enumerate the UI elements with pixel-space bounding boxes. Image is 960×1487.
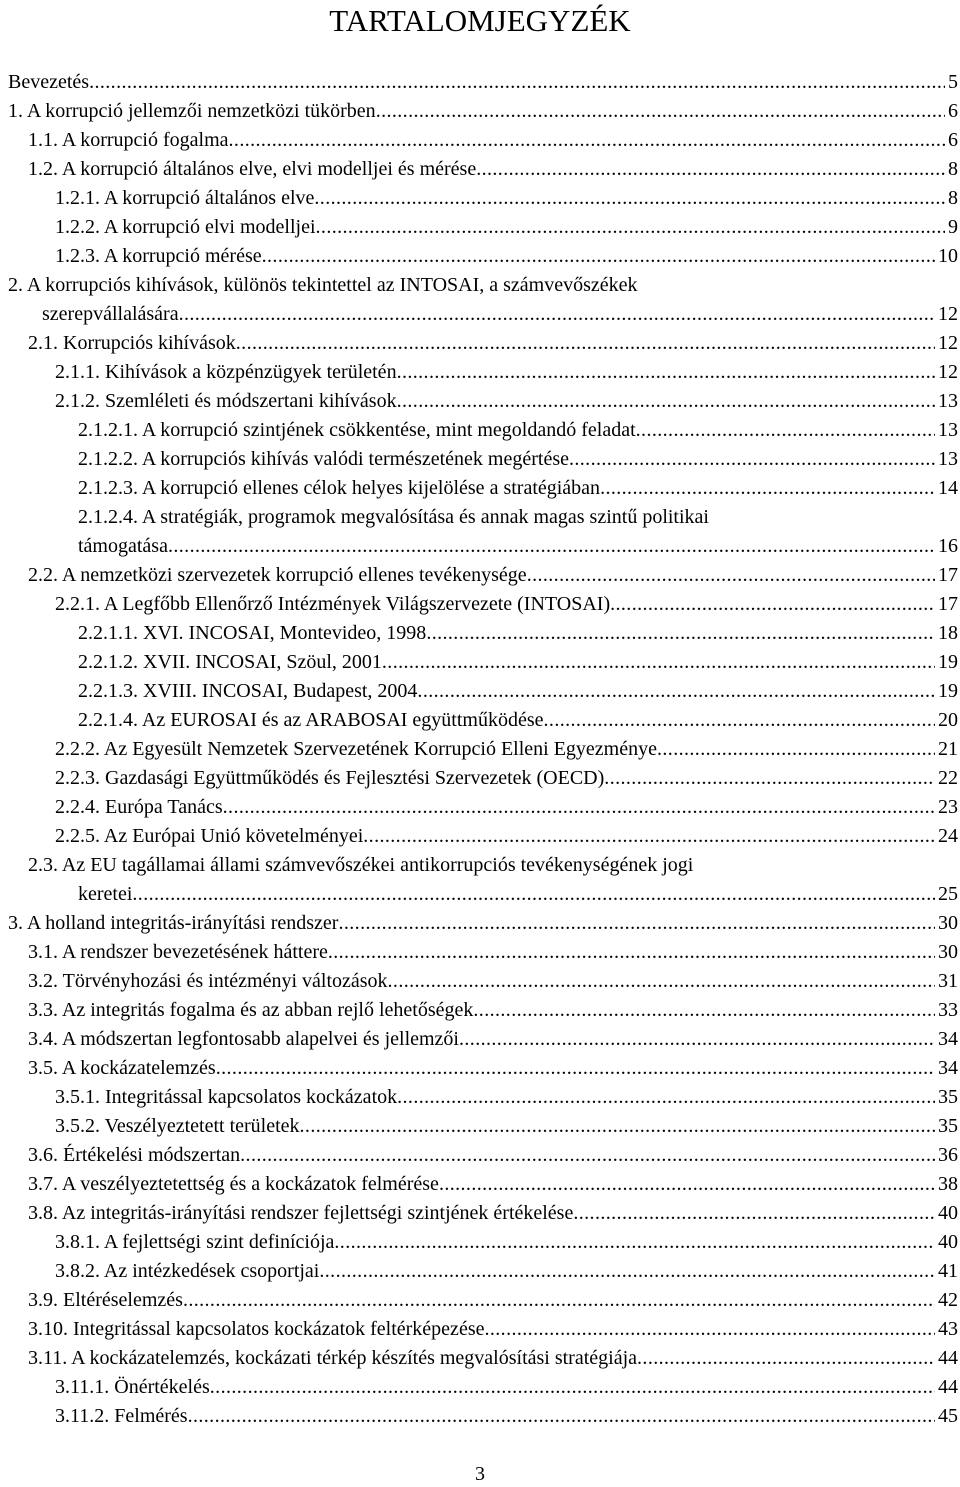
toc-entry-line[interactable] (28, 1025, 958, 1054)
toc-entry-label: 3.2. Törvényhozási és intézményi változások (28, 970, 388, 992)
toc-entry[interactable] (0, 1257, 960, 1286)
toc-entry[interactable] (0, 358, 960, 387)
toc-entry-page: 16 (938, 535, 958, 557)
dot-leader (573, 1199, 935, 1228)
toc-entry-label: 2.2.1. A Legfőbb Ellenőrző Intézmények Világszervezete (INTOSAI) (55, 593, 611, 615)
toc-entry-line[interactable] (78, 648, 958, 677)
toc-entry-label: Bevezetés (8, 71, 90, 93)
toc-entry[interactable] (0, 590, 960, 619)
dot-leader (476, 155, 945, 184)
toc-entry-page: 40 (938, 1202, 958, 1224)
toc-entry-label: 3.8.1. A fejlettségi szint definíciója (55, 1231, 335, 1253)
dot-leader (610, 590, 935, 619)
toc-entry-label-continuation: keretei (78, 883, 133, 905)
dot-leader (300, 1112, 935, 1141)
toc-entry-label-continuation: szerepvállalására (42, 303, 179, 325)
toc-entry-line[interactable] (55, 1402, 958, 1431)
toc-entry-line[interactable] (78, 503, 958, 532)
toc-entry-line[interactable] (55, 735, 958, 764)
toc-entry-label: 3.6. Értékelési módszertan (28, 1144, 241, 1166)
toc-entry[interactable] (0, 561, 960, 590)
dot-leader (328, 938, 935, 967)
toc-entry-line[interactable] (55, 387, 958, 416)
toc-entry-line[interactable] (28, 1344, 958, 1373)
toc-entry-line[interactable] (28, 561, 958, 590)
toc-entry[interactable] (0, 1344, 960, 1373)
dot-leader (363, 822, 935, 851)
toc-entry[interactable] (0, 1286, 960, 1315)
toc-entry-label: 1. A korrupció jellemzői nemzetközi tükörben (8, 100, 376, 122)
dot-leader (569, 445, 935, 474)
toc-entry-label: 2.1. Korrupciós kihívások (28, 332, 236, 354)
toc-entry-page: 35 (938, 1115, 958, 1137)
toc-entry-page: 33 (938, 999, 958, 1021)
toc-entry[interactable] (0, 184, 960, 213)
toc-entry-page: 43 (938, 1318, 958, 1340)
toc-entry-label: 3.10. Integritással kapcsolatos kockázatok feltérképezése (28, 1318, 485, 1340)
toc-entry-line[interactable] (28, 1286, 958, 1315)
toc-entry-label: 3.11. A kockázatelemzés, kockázati térkép készítés megvalósítási stratégiája (28, 1347, 638, 1369)
toc-entry-continuation[interactable] (0, 880, 960, 909)
toc-entry[interactable] (0, 1199, 960, 1228)
toc-entry-page: 6 (948, 129, 958, 151)
toc-entry-label: 3. A holland integritás-irányítási rendszer (8, 912, 339, 934)
dot-leader (188, 1402, 935, 1431)
toc-entry-label: 2.2.3. Gazdasági Együttműködés és Fejlesztési Szervezetek (OECD) (55, 767, 605, 789)
toc-entry-page: 31 (938, 970, 958, 992)
toc-entry[interactable] (0, 387, 960, 416)
toc-entry-continuation[interactable] (0, 532, 960, 561)
dot-leader (168, 532, 935, 561)
toc-entry-label: 1.2.1. A korrupció általános elve (55, 187, 315, 209)
toc-entry-page: 35 (938, 1086, 958, 1108)
toc-entry-line[interactable] (78, 416, 958, 445)
dot-leader (397, 1083, 935, 1112)
dot-leader (334, 1228, 935, 1257)
dot-leader (637, 1344, 935, 1373)
dot-leader (544, 706, 935, 735)
dot-leader (223, 793, 935, 822)
toc-entry-line[interactable] (55, 1257, 958, 1286)
toc-entry-label: 2.1.2.4. A stratégiák, programok megvalósítása és annak magas szintű politikai (78, 506, 709, 528)
toc-entry[interactable] (0, 648, 960, 677)
toc-entry[interactable] (0, 1083, 960, 1112)
dot-leader (132, 880, 935, 909)
toc-entry[interactable] (0, 706, 960, 735)
toc-entry-page: 34 (938, 1028, 958, 1050)
toc-entry[interactable] (0, 967, 960, 996)
page-title: TARTALOMJEGYZÉK (329, 3, 631, 38)
toc-entry[interactable] (0, 1228, 960, 1257)
toc-entry-line[interactable] (28, 329, 958, 358)
toc-entry-line[interactable] (28, 1170, 958, 1199)
toc-entry-line[interactable] (55, 1083, 958, 1112)
toc-entry[interactable] (0, 735, 960, 764)
toc-entry-line[interactable] (28, 996, 958, 1025)
toc-entry[interactable] (0, 97, 960, 126)
toc-entry-line[interactable] (78, 474, 958, 503)
toc-entry-label: 2.1.2.2. A korrupciós kihívás valódi természetének megértése (78, 448, 569, 470)
toc-entry-page: 19 (938, 680, 958, 702)
toc-entry[interactable] (0, 764, 960, 793)
toc-entry-page: 17 (938, 593, 958, 615)
toc-entry[interactable] (0, 416, 960, 445)
toc-entry-line[interactable] (28, 1054, 958, 1083)
toc-entry-label: 3.5.1. Integritással kapcsolatos kockázatok (55, 1086, 398, 1108)
toc-entry-line[interactable] (8, 271, 958, 300)
toc-entry-line[interactable] (28, 938, 958, 967)
toc-entry-line[interactable] (78, 532, 958, 561)
toc-entry-label: 2.2.5. Az Európai Unió követelményei (55, 825, 364, 847)
toc-entry-continuation[interactable] (0, 300, 960, 329)
dot-leader (183, 1286, 935, 1315)
dot-leader (236, 329, 935, 358)
toc-entry[interactable] (0, 822, 960, 851)
toc-entry-page: 9 (948, 216, 958, 238)
toc-entry-line[interactable] (8, 97, 958, 126)
toc-entry[interactable] (0, 1373, 960, 1402)
dot-leader (657, 735, 935, 764)
toc-entry-page: 42 (938, 1289, 958, 1311)
toc-entry-line[interactable] (28, 1199, 958, 1228)
toc-entry-page: 23 (938, 796, 958, 818)
dot-leader (179, 300, 935, 329)
toc-entry-label: 2.1.2.3. A korrupció ellenes célok helyes kijelölése a stratégiában (78, 477, 601, 499)
dot-leader (89, 68, 945, 97)
toc-entry-page: 45 (938, 1405, 958, 1427)
toc-entry-line[interactable] (55, 184, 958, 213)
toc-entry[interactable] (0, 445, 960, 474)
toc-entry[interactable] (0, 793, 960, 822)
toc-entry-label: 3.5.2. Veszélyeztetett területek (55, 1115, 300, 1137)
toc-entry[interactable] (0, 155, 960, 184)
toc-entry-page: 30 (938, 941, 958, 963)
toc-entry-line[interactable] (78, 445, 958, 474)
toc-entry-line[interactable] (28, 967, 958, 996)
toc-entry-label: 2.1.2.1. A korrupció szintjének csökkentése, mint megoldandó feladat (78, 419, 636, 441)
toc-entry-label: 3.11.1. Önértékelés (55, 1376, 210, 1398)
toc-entry-page: 5 (948, 71, 958, 93)
toc-entry-line[interactable] (42, 300, 958, 329)
toc-entry-page: 19 (938, 651, 958, 673)
dot-leader (484, 1315, 935, 1344)
toc-entry[interactable] (0, 329, 960, 358)
toc-entry[interactable] (0, 996, 960, 1025)
toc-entry-line[interactable] (28, 155, 958, 184)
toc-entry[interactable] (0, 1025, 960, 1054)
toc-entry-page: 13 (938, 448, 958, 470)
toc-entry-page: 41 (938, 1260, 958, 1282)
toc-entry-label: 2.3. Az EU tagállamai állami számvevőszékei antikorrupciós tevékenységének jogi (28, 854, 694, 876)
toc-entry-page: 13 (938, 390, 958, 412)
dot-leader (229, 126, 945, 155)
dot-leader (240, 1141, 935, 1170)
dot-leader (319, 1257, 935, 1286)
toc-entry-label: 2.2.4. Európa Tanács (55, 796, 223, 818)
toc-entry-label: 2.2. A nemzetközi szervezetek korrupció ellenes tevékenysége (28, 564, 527, 586)
toc-entry-label: 1.2. A korrupció általános elve, elvi modelljei és mérése (28, 158, 477, 180)
toc-entry-line[interactable] (55, 822, 958, 851)
toc-entry-page: 21 (938, 738, 958, 760)
toc-entry-line[interactable] (55, 1373, 958, 1402)
toc-entry-label: 2.2.1.1. XVI. INCOSAI, Montevideo, 1998 (78, 622, 427, 644)
toc-entry-line[interactable] (28, 1315, 958, 1344)
dot-leader (426, 619, 935, 648)
toc-entry-page: 38 (938, 1173, 958, 1195)
toc-entry-line[interactable] (55, 358, 958, 387)
toc-entry-label-continuation: támogatása (78, 535, 168, 557)
toc-entry-page: 14 (938, 477, 958, 499)
dot-leader (439, 1170, 935, 1199)
toc-entry-label: 2.1.1. Kihívások a közpénzügyek területén (55, 361, 397, 383)
toc-entry-label: 2.2.1.4. Az EUROSAI és az ARABOSAI együttműködése (78, 709, 544, 731)
toc-entry[interactable] (0, 1402, 960, 1431)
dot-leader (604, 764, 935, 793)
toc-entry-label: 2.2.2. Az Egyesült Nemzetek Szervezetének Korrupció Elleni Egyezménye (55, 738, 657, 760)
toc-entry[interactable] (0, 619, 960, 648)
toc-entry-line[interactable] (78, 880, 958, 909)
toc-entry[interactable] (0, 271, 960, 300)
toc-entry-page: 10 (938, 245, 958, 267)
toc-entry-line[interactable] (78, 706, 958, 735)
toc-entry-page: 8 (948, 187, 958, 209)
dot-leader (382, 648, 935, 677)
toc-entry-label: 1.2.2. A korrupció elvi modelljei (55, 216, 316, 238)
dot-leader (216, 1054, 935, 1083)
toc-entry-page: 8 (948, 158, 958, 180)
page-number: 3 (475, 1463, 485, 1485)
dot-leader (316, 213, 945, 242)
dot-leader (527, 561, 935, 590)
toc-entry-line[interactable] (55, 1112, 958, 1141)
toc-entry-page: 30 (938, 912, 958, 934)
toc-entry[interactable] (0, 213, 960, 242)
toc-entry-line[interactable] (8, 909, 958, 938)
toc-entry[interactable] (0, 1315, 960, 1344)
toc-entry-page: 44 (938, 1376, 958, 1398)
dot-leader (459, 1025, 935, 1054)
toc-entry-page: 13 (938, 419, 958, 441)
toc-entry[interactable] (0, 677, 960, 706)
toc-entry-line[interactable] (8, 68, 958, 97)
toc-entry-line[interactable] (55, 590, 958, 619)
toc-entry-label: 3.11.2. Felmérés (55, 1405, 188, 1427)
dot-leader (210, 1373, 935, 1402)
table-of-contents (0, 68, 960, 1431)
toc-entry-page: 22 (938, 767, 958, 789)
toc-entry-line[interactable] (28, 126, 958, 155)
toc-entry-line[interactable] (55, 242, 958, 271)
dot-leader (636, 416, 935, 445)
toc-entry-label: 3.3. Az integritás fogalma és az abban rejlő lehetőségek (28, 999, 474, 1021)
toc-entry[interactable] (0, 1170, 960, 1199)
dot-leader (314, 184, 945, 213)
toc-entry-line[interactable] (55, 793, 958, 822)
toc-entry-label: 2.1.2. Szemléleti és módszertani kihívások (55, 390, 397, 412)
toc-entry-page: 12 (938, 303, 958, 325)
toc-entry-label: 2.2.1.3. XVIII. INCOSAI, Budapest, 2004 (78, 680, 418, 702)
toc-entry-page: 34 (938, 1057, 958, 1079)
toc-entry-page: 20 (938, 709, 958, 731)
toc-entry-label: 3.5. A kockázatelemzés (28, 1057, 216, 1079)
toc-entry-line[interactable] (28, 1141, 958, 1170)
dot-leader (262, 242, 935, 271)
toc-entry-line[interactable] (55, 764, 958, 793)
toc-entry-label: 3.7. A veszélyeztetettség és a kockázatok felmérése (28, 1173, 439, 1195)
toc-entry-line[interactable] (55, 1228, 958, 1257)
toc-entry-page: 24 (938, 825, 958, 847)
toc-entry-page: 17 (938, 564, 958, 586)
toc-entry[interactable] (0, 474, 960, 503)
toc-entry[interactable] (0, 1141, 960, 1170)
toc-entry-page: 18 (938, 622, 958, 644)
toc-entry[interactable] (0, 242, 960, 271)
toc-entry[interactable] (0, 1112, 960, 1141)
dot-leader (600, 474, 935, 503)
toc-entry[interactable] (0, 503, 960, 532)
toc-entry-label: 3.1. A rendszer bevezetésének háttere (28, 941, 328, 963)
toc-entry-label: 1.2.3. A korrupció mérése (55, 245, 262, 267)
dot-leader (388, 967, 935, 996)
toc-entry-line[interactable] (78, 677, 958, 706)
dot-leader (397, 387, 935, 416)
toc-entry-label: 3.8. Az integritás-irányítási rendszer fejlettségi szintjének értékelése (28, 1202, 574, 1224)
toc-entry-label: 3.9. Eltéréselemzés (28, 1289, 183, 1311)
toc-entry-page: 40 (938, 1231, 958, 1253)
toc-entry-page: 25 (938, 883, 958, 905)
dot-leader (397, 358, 935, 387)
toc-entry-page: 36 (938, 1144, 958, 1166)
toc-entry-label: 1.1. A korrupció fogalma (28, 129, 229, 151)
toc-entry-line[interactable] (28, 851, 958, 880)
dot-leader (376, 97, 945, 126)
toc-entry-label: 2.2.1.2. XVII. INCOSAI, Szöul, 2001 (78, 651, 382, 673)
toc-entry[interactable] (0, 1054, 960, 1083)
toc-entry[interactable] (0, 126, 960, 155)
toc-entry-page: 44 (938, 1347, 958, 1369)
toc-entry[interactable] (0, 68, 960, 97)
toc-entry[interactable] (0, 909, 960, 938)
toc-entry-label: 2. A korrupciós kihívások, különös tekintettel az INTOSAI, a számvevőszékek (8, 274, 638, 296)
toc-entry-line[interactable] (55, 213, 958, 242)
dot-leader (338, 909, 935, 938)
toc-entry-page: 6 (948, 100, 958, 122)
toc-entry-label: 3.8.2. Az intézkedések csoportjai (55, 1260, 320, 1282)
toc-entry-line[interactable] (78, 619, 958, 648)
toc-entry[interactable] (0, 938, 960, 967)
toc-entry-label: 3.4. A módszertan legfontosabb alapelvei és jellemzői (28, 1028, 459, 1050)
dot-leader (473, 996, 935, 1025)
dot-leader (417, 677, 935, 706)
toc-entry-page: 12 (938, 361, 958, 383)
toc-entry-page: 12 (938, 332, 958, 354)
toc-entry[interactable] (0, 851, 960, 880)
